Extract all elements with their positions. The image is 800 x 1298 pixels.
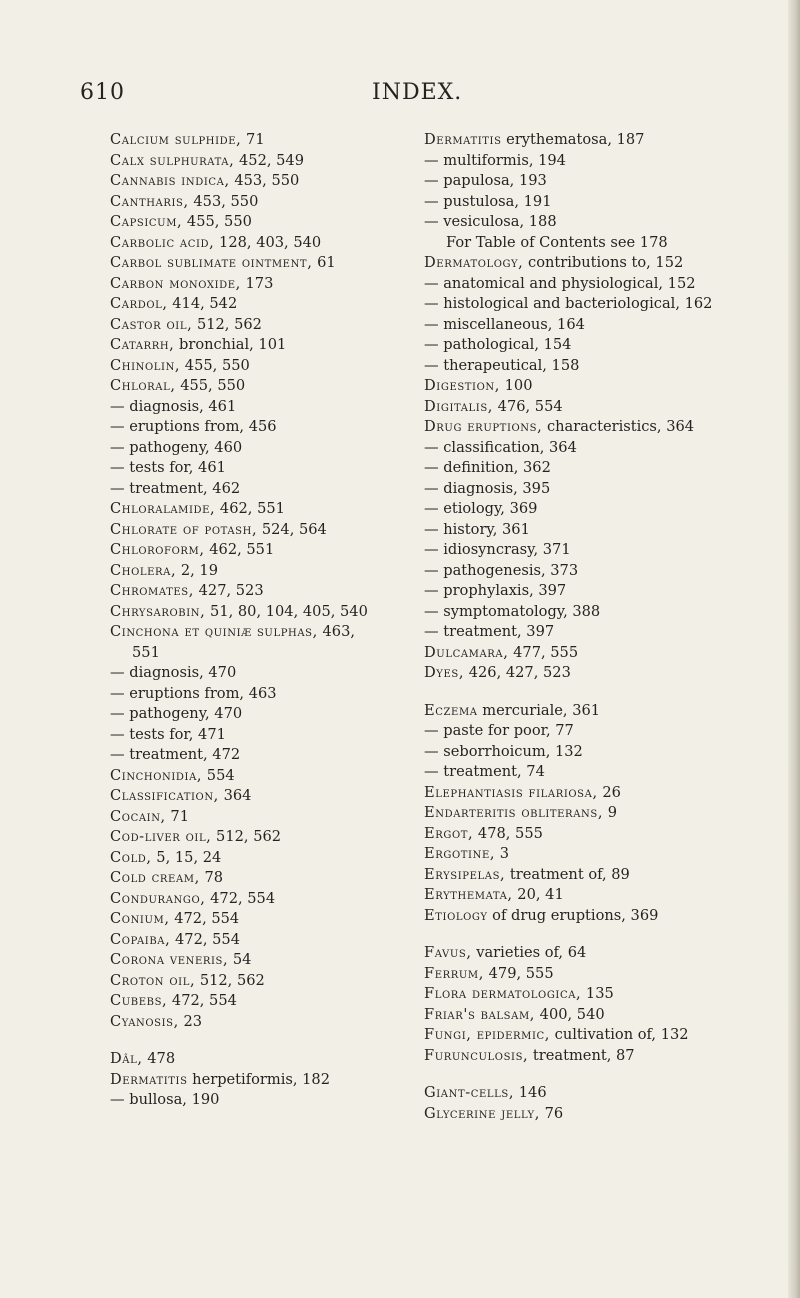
index-entry — [110, 930, 400, 951]
index-term: Corona veneris, — [110, 951, 229, 968]
index-subentry — [424, 233, 794, 254]
index-subentry — [424, 581, 794, 602]
index-term: Dulcamara, — [424, 643, 509, 661]
index-locator: 23 — [178, 1012, 203, 1030]
index-term: Cholera, — [110, 561, 177, 579]
index-term: Cod-liver oil, — [110, 828, 212, 845]
index-term: Cinchona et quiniæ sulphas, — [110, 623, 318, 640]
index-locator: 76 — [540, 1104, 564, 1122]
index-subentry — [424, 438, 794, 459]
index-entry — [424, 397, 794, 418]
index-locator: 478, 555 — [473, 824, 543, 842]
index-locator: — history, 361 — [424, 520, 530, 538]
index-subentry — [424, 721, 794, 742]
index-subentry — [424, 315, 794, 336]
index-entry — [424, 865, 794, 886]
index-subentry — [110, 643, 400, 664]
index-term: Favus, — [424, 944, 472, 961]
index-locator: 472, 554 — [205, 889, 276, 907]
index-locator: 455, 550 — [180, 356, 250, 374]
index-locator: 54 — [228, 951, 252, 968]
index-term: Erysipelas, — [424, 865, 506, 883]
index-entry — [110, 294, 400, 315]
index-locator: — pathological, 154 — [424, 336, 572, 353]
index-term: Cold, — [110, 848, 152, 866]
index-locator: 61 — [312, 254, 336, 271]
index-term: Chloral, — [110, 377, 176, 394]
index-term: Fungi, epidermic, — [424, 1026, 551, 1043]
index-term: Cardol, — [110, 295, 168, 312]
index-entry — [424, 783, 794, 804]
index-entry — [110, 233, 400, 254]
index-subentry — [110, 479, 400, 500]
index-locator: 477, 555 — [508, 643, 579, 661]
index-term: Dâl, — [110, 1050, 143, 1067]
index-locator: — idiosyncrasy, 371 — [424, 541, 571, 558]
index-entry — [110, 909, 400, 930]
index-column-left — [110, 130, 400, 1111]
index-locator: 479, 555 — [484, 964, 554, 982]
index-locator: 146 — [514, 1084, 547, 1101]
index-locator: — eruptions from, 456 — [110, 418, 277, 435]
index-locator: — diagnosis, 461 — [110, 397, 237, 415]
index-term: Chromates, — [110, 582, 194, 599]
index-locator: 512, 562 — [195, 971, 265, 989]
index-locator: 512, 562 — [192, 315, 262, 333]
index-locator: mercuriale, 361 — [477, 701, 601, 719]
index-entry — [424, 1046, 794, 1067]
page-header — [0, 80, 800, 116]
index-term: Conium, — [110, 910, 170, 927]
index-locator: — paste for poor, 77 — [424, 722, 574, 739]
index-locator: 128, 403, 540 — [214, 233, 322, 251]
index-locator: — pathogeny, 470 — [110, 705, 243, 722]
index-entry — [424, 984, 794, 1005]
index-subentry — [424, 356, 794, 377]
index-locator: 512, 562 — [211, 828, 282, 845]
index-entry — [110, 602, 400, 623]
index-term: Chrysarobin, — [110, 602, 206, 620]
index-term: Glycerine jelly, — [424, 1104, 540, 1122]
index-column-right — [424, 130, 794, 1124]
index-locator: 26 — [597, 783, 621, 801]
index-term: Cold cream, — [110, 869, 200, 886]
index-locator: treatment of, 89 — [505, 865, 630, 883]
index-entry — [424, 943, 794, 964]
index-subentry — [424, 192, 794, 213]
index-subentry — [424, 520, 794, 541]
index-subentry — [110, 417, 400, 438]
index-locator: — pathogeny, 460 — [110, 438, 243, 456]
index-locator: — anatomical and physiological, 152 — [424, 274, 696, 292]
index-locator: 551 — [132, 643, 160, 661]
index-term: Ergotine, — [424, 845, 496, 862]
index-locator: 427, 523 — [194, 582, 264, 599]
index-term: Capsicum, — [110, 213, 183, 230]
index-subentry — [424, 479, 794, 500]
index-subentry — [424, 622, 794, 643]
index-locator: 453, 550 — [188, 192, 259, 210]
index-term: Elephantiasis filariosa, — [424, 783, 598, 801]
index-locator: — pustulosa, 191 — [424, 192, 552, 210]
index-term: Chlorate of potash, — [110, 520, 258, 538]
running-title: INDEX. — [372, 80, 463, 105]
index-entry — [424, 803, 794, 824]
index-locator: — classification, 364 — [424, 438, 577, 456]
index-locator: 452, 549 — [234, 151, 305, 169]
index-locator: 472, 554 — [170, 930, 240, 948]
page-number: 610 — [80, 80, 125, 105]
index-entry — [424, 130, 794, 151]
index-locator: 462, 551 — [204, 541, 275, 558]
index-locator: 524, 564 — [257, 520, 327, 538]
index-locator: — seborrhoicum, 132 — [424, 742, 583, 760]
index-locator: 462, 551 — [215, 500, 285, 517]
index-entry — [424, 701, 794, 722]
index-entry — [424, 906, 794, 927]
index-entry — [110, 1049, 400, 1070]
index-locator: 71 — [165, 807, 189, 825]
index-entry — [110, 889, 400, 910]
index-term: Castor oil, — [110, 315, 193, 333]
index-locator: — bullosa, 190 — [110, 1091, 220, 1108]
index-entry — [110, 971, 400, 992]
index-locator: — therapeutical, 158 — [424, 356, 580, 374]
index-subentry — [424, 151, 794, 172]
index-subentry — [110, 1090, 400, 1111]
index-subentry — [110, 684, 400, 705]
index-term: Classification, — [110, 787, 219, 804]
index-term: Erythemata, — [424, 886, 513, 903]
index-locator: 472, 554 — [169, 910, 240, 927]
index-entry — [424, 1005, 794, 1026]
index-entry — [424, 1083, 794, 1104]
index-locator: 554 — [202, 766, 235, 784]
index-locator: 3 — [495, 845, 510, 862]
index-locator: 455, 550 — [182, 213, 252, 230]
index-locator: — treatment, 472 — [110, 746, 241, 763]
index-term: Carbol sublimate ointment, — [110, 254, 313, 271]
index-term: Dermatitis — [110, 1070, 188, 1088]
index-entry — [424, 844, 794, 865]
index-subentry — [424, 762, 794, 783]
index-entry — [110, 991, 400, 1012]
index-term: Dermatitis — [424, 131, 502, 148]
index-locator: 51, 80, 104, 405, 540 — [205, 602, 368, 620]
index-entry — [424, 885, 794, 906]
index-locator: 426, 427, 523 — [464, 664, 571, 681]
index-entry — [110, 171, 400, 192]
index-subentry — [424, 540, 794, 561]
index-entry — [110, 315, 400, 336]
index-entry — [110, 499, 400, 520]
index-locator: characteristics, 364 — [542, 418, 695, 435]
index-entry — [424, 824, 794, 845]
index-entry — [110, 253, 400, 274]
index-term: Carbon monoxide, — [110, 274, 241, 292]
index-entry — [110, 520, 400, 541]
index-locator: — diagnosis, 470 — [110, 664, 237, 681]
index-entry — [110, 212, 400, 233]
index-subentry — [424, 274, 794, 295]
index-subentry — [424, 294, 794, 315]
index-term: Catarrh, — [110, 336, 175, 353]
index-locator: — multiformis, 194 — [424, 151, 566, 169]
index-entry — [110, 376, 400, 397]
index-entry — [110, 622, 400, 643]
index-term: Condurango, — [110, 889, 206, 907]
index-locator: 9 — [603, 804, 617, 821]
index-locator: — papulosa, 193 — [424, 172, 547, 189]
index-term: Ergot, — [424, 824, 474, 842]
index-subentry — [424, 499, 794, 520]
index-locator: — diagnosis, 395 — [424, 479, 551, 497]
index-term: Digestion, — [424, 377, 500, 394]
index-subentry — [424, 335, 794, 356]
index-locator: 100 — [500, 377, 533, 394]
index-entry — [424, 253, 794, 274]
index-subentry — [424, 171, 794, 192]
index-entry — [110, 868, 400, 889]
index-entry — [110, 274, 400, 295]
index-entry — [110, 786, 400, 807]
index-term: Chloroform, — [110, 541, 205, 558]
index-locator: — vesiculosa, 188 — [424, 213, 557, 230]
index-entry — [110, 1070, 400, 1091]
index-locator: 173 — [240, 274, 274, 292]
index-locator: — histological and bacteriological, 162 — [424, 295, 713, 312]
index-locator: of drug eruptions, 369 — [487, 906, 659, 924]
index-subentry — [110, 458, 400, 479]
index-entry — [424, 376, 794, 397]
index-entry — [424, 1025, 794, 1046]
index-locator: bronchial, 101 — [174, 336, 287, 353]
index-entry — [110, 950, 400, 971]
index-locator: 478 — [142, 1050, 176, 1067]
index-locator: 71 — [241, 131, 265, 148]
index-term: Carbolic acid, — [110, 233, 215, 251]
index-locator: herpetiformis, 182 — [187, 1070, 330, 1088]
index-subentry — [424, 561, 794, 582]
index-locator: — pathogenesis, 373 — [424, 561, 579, 579]
index-locator: — treatment, 462 — [110, 479, 241, 497]
index-entry — [424, 643, 794, 664]
index-entry — [110, 561, 400, 582]
index-term: Cyanosis, — [110, 1012, 179, 1030]
index-term: Giant-cells, — [424, 1084, 515, 1101]
index-term: Ferrum, — [424, 964, 484, 982]
index-locator: 453, 550 — [229, 172, 300, 189]
index-locator: 364 — [218, 787, 252, 804]
index-subentry — [424, 458, 794, 479]
index-term: Furunculosis, — [424, 1046, 529, 1064]
index-locator: 20, 41 — [512, 886, 564, 903]
index-term: Endarteritis obliterans, — [424, 804, 604, 821]
index-locator: — eruptions from, 463 — [110, 684, 277, 702]
index-term: Cubebs, — [110, 992, 168, 1009]
index-subentry — [110, 704, 400, 725]
index-locator: 414, 542 — [167, 295, 238, 312]
index-locator: 472, 554 — [167, 992, 237, 1009]
index-subentry — [424, 602, 794, 623]
index-subentry — [110, 438, 400, 459]
index-locator: 400, 540 — [535, 1005, 605, 1023]
index-subentry — [110, 745, 400, 766]
index-locator: — etiology, 369 — [424, 500, 538, 517]
index-locator: 476, 554 — [493, 397, 563, 415]
index-entry — [110, 335, 400, 356]
index-locator: 5, 15, 24 — [151, 848, 222, 866]
index-locator: varieties of, 64 — [471, 944, 587, 961]
index-locator: contributions to, 152 — [523, 254, 684, 271]
index-term: Cannabis indica, — [110, 172, 230, 189]
index-subentry — [424, 742, 794, 763]
index-term: Calx sulphurata, — [110, 151, 235, 169]
index-locator: 2, 19 — [176, 561, 218, 579]
index-locator: — treatment, 397 — [424, 623, 555, 640]
index-subentry — [110, 663, 400, 684]
index-entry — [110, 1012, 400, 1033]
index-term: Dyes, — [424, 664, 465, 681]
index-locator: erythematosa, 187 — [501, 131, 645, 148]
index-locator: 78 — [199, 869, 224, 886]
index-entry — [424, 417, 794, 438]
index-term: Copaiba, — [110, 930, 171, 948]
index-locator: — treatment, 74 — [424, 763, 545, 780]
index-locator: For Table of Contents see 178 — [446, 233, 668, 251]
index-entry — [110, 581, 400, 602]
index-locator: — prophylaxis, 397 — [424, 582, 567, 599]
index-locator: — tests for, 471 — [110, 725, 226, 743]
index-locator: — tests for, 461 — [110, 459, 226, 476]
index-entry — [110, 807, 400, 828]
index-subentry — [424, 212, 794, 233]
index-locator: 463, — [317, 623, 356, 640]
index-term: Chinolin, — [110, 356, 181, 374]
index-entry — [110, 151, 400, 172]
index-entry — [110, 848, 400, 869]
index-entry — [110, 766, 400, 787]
index-entry — [424, 1104, 794, 1125]
index-term: Digitalis, — [424, 397, 494, 415]
index-term: Calcium sulphide, — [110, 131, 242, 148]
index-term: Cinchonidia, — [110, 766, 203, 784]
index-locator: treatment, 87 — [528, 1046, 635, 1064]
index-subentry — [110, 397, 400, 418]
index-term: Flora dermatologica, — [424, 985, 582, 1002]
index-entry — [424, 663, 794, 684]
index-locator: — symptomatology, 388 — [424, 602, 601, 620]
index-locator: cultivation of, 132 — [550, 1026, 689, 1043]
index-entry — [110, 130, 400, 151]
index-term: Chloralamide, — [110, 500, 216, 517]
index-term: Etiology — [424, 906, 488, 924]
index-locator: 135 — [581, 985, 614, 1002]
index-entry — [110, 540, 400, 561]
index-term: Cocain, — [110, 807, 166, 825]
index-locator: 455, 550 — [175, 377, 246, 394]
index-term: Drug eruptions, — [424, 418, 543, 435]
index-term: Eczema — [424, 701, 478, 719]
index-entry — [424, 964, 794, 985]
index-entry — [110, 356, 400, 377]
index-entry — [110, 192, 400, 213]
index-term: Cantharis, — [110, 192, 189, 210]
index-subentry — [110, 725, 400, 746]
index-locator: — definition, 362 — [424, 459, 551, 476]
index-term: Friar's balsam, — [424, 1005, 536, 1023]
index-locator: — miscellaneous, 164 — [424, 315, 585, 333]
index-term: Dermatology, — [424, 254, 524, 271]
index-entry — [110, 827, 400, 848]
index-term: Croton oil, — [110, 971, 196, 989]
